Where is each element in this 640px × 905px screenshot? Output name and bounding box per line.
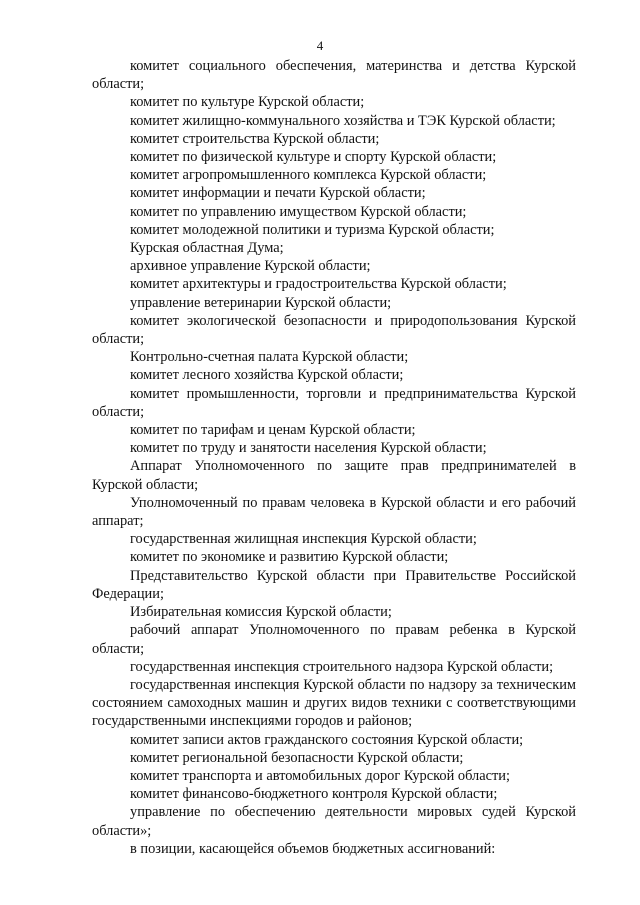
list-item: государственная инспекция строительного надзора Курской области; bbox=[130, 658, 554, 675]
list-item: комитет лесного хозяйства Курской области; bbox=[130, 367, 404, 384]
document-body bbox=[92, 57, 576, 858]
list-item: управление ветеринарии Курской области; bbox=[130, 294, 392, 311]
list-item: комитет социального обеспечения, материнства и детства Курской области; bbox=[92, 58, 576, 93]
list-item: комитет жилищно-коммунального хозяйства и ТЭК Курской области; bbox=[130, 112, 556, 129]
list-item: комитет промышленности, торговли и предпринимательства Курской области; bbox=[92, 385, 576, 420]
list-item: комитет молодежной политики и туризма Курской области; bbox=[130, 221, 495, 238]
list-item: государственная инспекция Курской области по надзору за техническим состоянием самоходных машин и других видов техники с соответствующими государственными инспекциями городов и районов; bbox=[92, 676, 576, 730]
list-item: комитет по управлению имуществом Курской области; bbox=[130, 203, 467, 220]
list-item: комитет по экономике и развитию Курской области; bbox=[130, 549, 449, 566]
list-item: Контрольно-счетная палата Курской области; bbox=[130, 349, 409, 366]
list-item: управление по обеспечению деятельности мировых судей Курской области»; bbox=[92, 804, 576, 839]
list-item: рабочий аппарат Уполномоченного по правам ребенка в Курской области; bbox=[92, 622, 576, 657]
list-item: комитет региональной безопасности Курской области; bbox=[130, 749, 464, 766]
list-item: архивное управление Курской области; bbox=[130, 258, 371, 275]
list-item: комитет архитектуры и градостроительства Курской области; bbox=[130, 276, 507, 293]
list-item: комитет строительства Курской области; bbox=[130, 130, 380, 147]
list-item: комитет по культуре Курской области; bbox=[130, 94, 365, 111]
page-number: 4 bbox=[316, 38, 324, 53]
list-item: в позиции, касающейся объемов бюджетных ассигнований: bbox=[130, 840, 496, 857]
list-item: Уполномоченный по правам человека в Курской области и его рабочий аппарат; bbox=[92, 494, 576, 530]
list-item: комитет экологической безопасности и природопользования Курской области; bbox=[92, 312, 576, 348]
list-item: Курская областная Дума; bbox=[130, 240, 284, 257]
list-item: комитет по тарифам и ценам Курской области; bbox=[130, 422, 416, 439]
list-item: Представительство Курской области при Правительстве Российской Федерации; bbox=[92, 567, 576, 602]
list-item: комитет записи актов гражданского состояния Курской области; bbox=[130, 731, 524, 748]
list-item: комитет агропромышленного комплекса Курской области; bbox=[130, 167, 487, 184]
list-item: комитет по труду и занятости населения Курской области; bbox=[130, 440, 487, 457]
list-item: комитет информации и печати Курской области; bbox=[130, 185, 426, 202]
list-item: государственная жилищная инспекция Курской области; bbox=[130, 531, 477, 548]
list-item: комитет по физической культуре и спорту Курской области; bbox=[130, 149, 497, 166]
list-item: комитет транспорта и автомобильных дорог Курской области; bbox=[130, 767, 510, 784]
list-item: комитет финансово-бюджетного контроля Курской области; bbox=[130, 786, 498, 803]
list-item: Аппарат Уполномоченного по защите прав предпринимателей в Курской области; bbox=[92, 458, 576, 493]
list-item: Избирательная комиссия Курской области; bbox=[130, 604, 392, 621]
